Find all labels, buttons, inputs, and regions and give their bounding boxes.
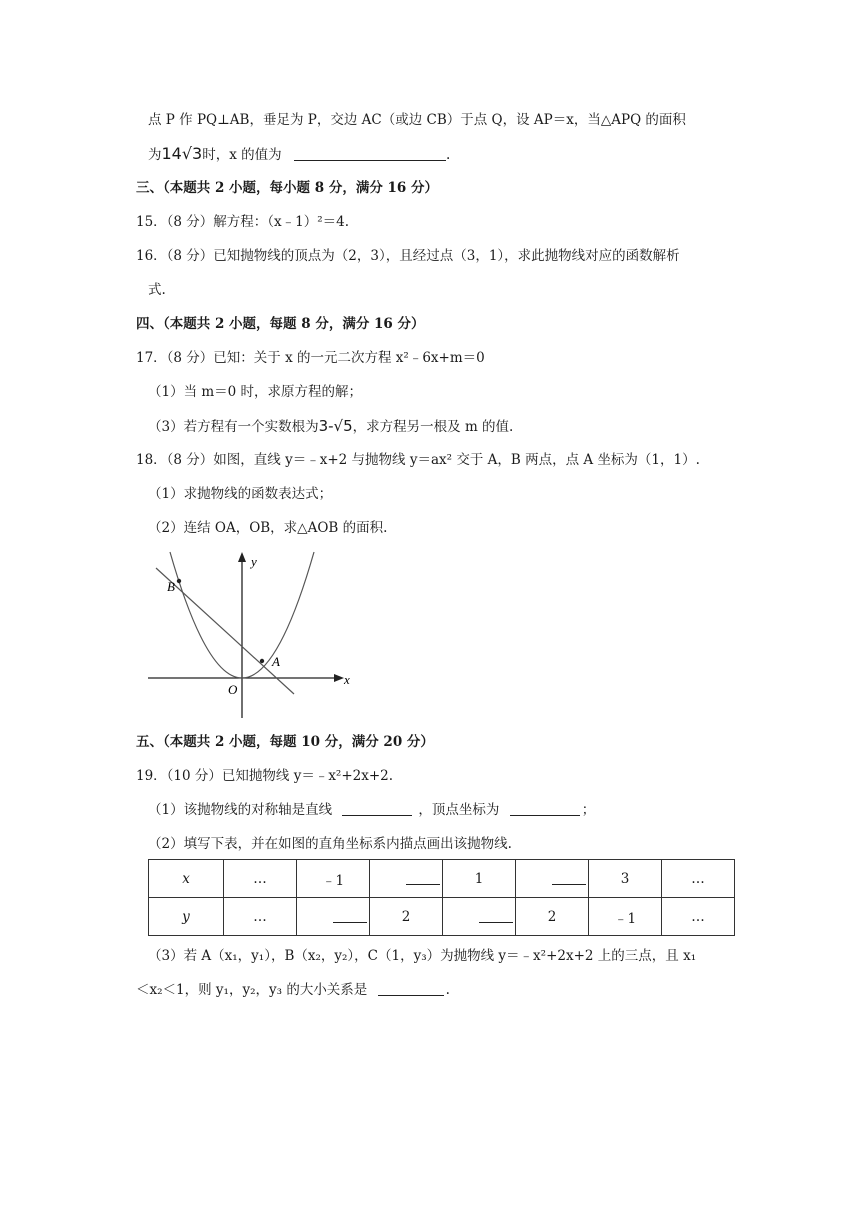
q19-vertex-blank[interactable]: [510, 801, 580, 816]
q19-part1-c: ；: [581, 802, 596, 818]
q19-axis-blank[interactable]: [342, 801, 412, 816]
table-cell-blank[interactable]: [370, 860, 443, 898]
q18-part2: （2）连结 OA，OB，求△AOB 的面积.: [148, 520, 388, 536]
q19-part3-line2-b: .: [445, 982, 450, 998]
q18-figure: [148, 546, 358, 720]
q15-text: 15．（8 分）解方程：（x﹣1）²＝4.: [136, 214, 350, 230]
point-a: [260, 659, 264, 663]
q16-line1: 16．（8 分）已知抛物线的顶点为（2，3），且经过点（3，1），求此抛物线对应的函数解析: [136, 248, 680, 264]
q17-part3: [148, 416, 513, 437]
q19-part1-b: ，顶点坐标为: [418, 802, 500, 818]
q14-line2: [148, 144, 450, 165]
table-cell-blank[interactable]: [516, 860, 589, 898]
value-table: [148, 859, 735, 936]
section4-title: 四、（本题共 2 小题，每题 8 分，满分 16 分）: [136, 316, 425, 332]
label-b: B: [167, 579, 175, 594]
table-cell: …: [224, 860, 297, 898]
q14-answer-blank[interactable]: [294, 146, 446, 161]
q14-prefix: 为: [148, 147, 162, 163]
q19-part3-line2: [136, 980, 450, 1000]
table-cell: …: [662, 860, 735, 898]
label-y: y: [251, 554, 257, 569]
q17-part3-prefix: （3）若方程有一个实数根为: [148, 419, 319, 435]
table-cell: …: [662, 898, 735, 936]
table-cell: 2: [370, 898, 443, 936]
section3-title: 三、（本题共 2 小题，每小题 8 分，满分 16 分）: [136, 180, 439, 196]
q17-part1: （1）当 m＝0 时，求原方程的解；: [148, 384, 363, 400]
q19-stem: 19．（10 分）已知抛物线 y＝﹣x²+2x+2.: [136, 768, 394, 784]
q19-part3-line1: （3）若 A（x₁，y₁），B（x₂，y₂），C（1，y₃）为抛物线 y＝﹣x²+2x+2 上的三点，且 x₁: [148, 948, 697, 964]
x-axis-arrow-icon: [334, 674, 344, 682]
q19-part1-a: （1）该抛物线的对称轴是直线: [148, 802, 333, 818]
q14-area-value: 14√3: [161, 144, 203, 163]
table-cell: y: [149, 898, 224, 936]
table-cell: ﹣1: [297, 860, 370, 898]
q14-end: .: [445, 147, 451, 163]
q18-stem: 18．（8 分）如图，直线 y＝﹣x+2 与抛物线 y＝ax² 交于 A，B 两点，点 A 坐标为（1，1）.: [136, 452, 700, 468]
q17-stem: 17．（8 分）已知：关于 x 的一元二次方程 x²﹣6x+m＝0: [136, 350, 485, 366]
label-a: A: [272, 654, 280, 669]
table-cell: …: [224, 898, 297, 936]
table-cell: ﹣1: [589, 898, 662, 936]
q18-part1: （1）求抛物线的函数表达式；: [148, 486, 333, 502]
q19-compare-blank[interactable]: [378, 981, 444, 996]
point-b: [177, 579, 181, 583]
q17-part3-suffix: ，求方程另一根及 m 的值.: [352, 419, 514, 435]
table-row-y: [149, 898, 735, 936]
y-axis-arrow-icon: [238, 552, 246, 562]
table-cell-blank[interactable]: [443, 898, 516, 936]
table-cell: 2: [516, 898, 589, 936]
table-cell: x: [149, 860, 224, 898]
q19-part3-line2-a: ＜x₂＜1，则 y₁，y₂，y₃ 的大小关系是: [136, 982, 368, 998]
table-cell: 1: [443, 860, 516, 898]
table-cell: 3: [589, 860, 662, 898]
line-y-neg-x-plus-2: [156, 568, 294, 694]
table-cell-blank[interactable]: [297, 898, 370, 936]
table-row-x: [149, 860, 735, 898]
section5-title: 五、（本题共 2 小题，每题 10 分，满分 20 分）: [136, 734, 434, 750]
q14-mid: 时，x 的值为: [202, 147, 282, 163]
q17-root-value: 3-√5: [318, 417, 353, 435]
q19-part1: [148, 800, 595, 820]
label-x: x: [344, 672, 350, 687]
q16-line2: 式.: [148, 282, 166, 298]
q14-line1: 点 P 作 PQ⊥AB，垂足为 P，交边 AC（或边 CB）于点 Q，设 AP＝x，当△APQ 的面积: [148, 112, 686, 128]
q19-part2: （2）填写下表，并在如图的直角坐标系内描点画出该抛物线.: [148, 836, 512, 852]
label-o: O: [228, 682, 238, 697]
